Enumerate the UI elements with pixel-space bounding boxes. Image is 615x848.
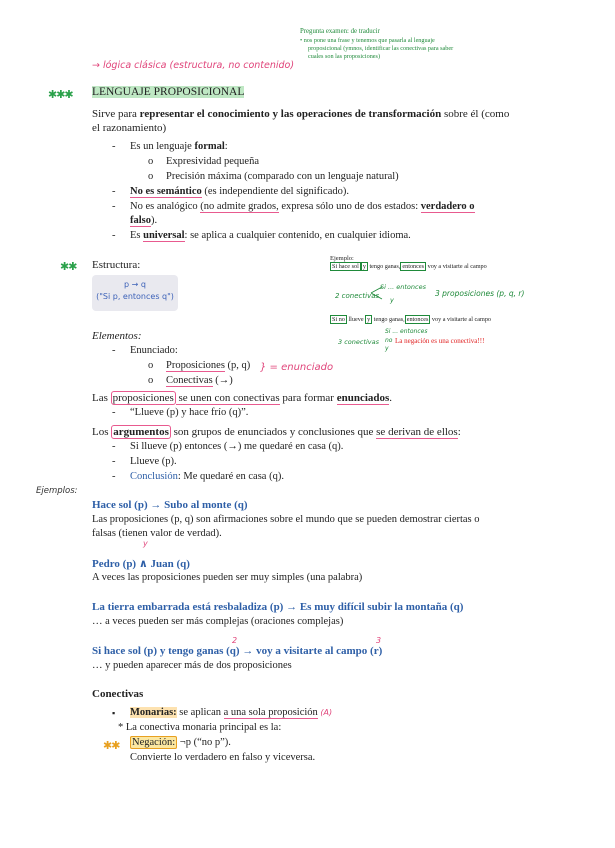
example-line2 xyxy=(330,316,491,323)
example-conectivas: 2 conectivas xyxy=(335,292,380,300)
list1-item4-pre: Es xyxy=(130,230,144,241)
example-line1-b: y xyxy=(362,263,366,270)
page-title xyxy=(92,86,244,98)
dash: - xyxy=(112,186,116,197)
example-no: no xyxy=(385,337,393,344)
monarias-mark: a una sola proposición xyxy=(223,707,318,718)
intro-bold: representar el conocimiento y las operaciones de transformación xyxy=(139,108,442,120)
list1-item1-post: : xyxy=(224,141,228,152)
ex2-heading: Pedro (p) ∧ Juan (q) xyxy=(92,558,190,570)
enunciado-sub2-post: (→) xyxy=(212,375,233,386)
list1-item3-post: expresa sólo uno de dos estados: xyxy=(278,201,421,212)
dash: - xyxy=(112,407,116,418)
ex4-line1: … y pueden aparecer más de dos proposiciones xyxy=(92,660,292,671)
args-line xyxy=(92,426,461,438)
example-si-entonces2: Si ... entonces xyxy=(385,328,428,335)
example-line1-a: Si hace sol xyxy=(332,263,359,270)
star-marks-icon: ✱✱ xyxy=(60,260,77,273)
example-conectivas3: 3 conectivas xyxy=(338,338,380,346)
props-line-mid: se unen con conectivas xyxy=(175,392,280,404)
dash: - xyxy=(112,230,116,241)
list1-sub1: Expresividad pequeña xyxy=(166,156,260,167)
args-item2: Llueve (p). xyxy=(130,456,177,467)
example-props: 3 proposiciones (p, q, r) xyxy=(435,289,525,298)
args-item3 xyxy=(130,471,284,482)
list1-item4-bold: universal xyxy=(143,230,185,241)
list1-item3-bold2: falso xyxy=(130,215,151,226)
example-line1-d: entonces xyxy=(402,263,425,270)
exam-note-title: Pregunta examen: de traducir xyxy=(300,28,380,35)
star-marks-icon: ✱✱ xyxy=(103,739,120,752)
exam-note-line3: cuales son las proposiciones) xyxy=(308,53,380,60)
example-line2-a: Si no xyxy=(332,316,345,323)
intro-line2: el razonamiento) xyxy=(92,122,167,134)
example-line2-d: tengo ganas, xyxy=(372,316,405,323)
enunciado-item: Enunciado: xyxy=(130,345,178,356)
enunciado-sub1 xyxy=(166,360,250,371)
list1-item3-pre: No es analógico xyxy=(130,201,201,212)
example-line2-e: entonces xyxy=(406,316,429,323)
props-line xyxy=(92,392,392,404)
sub-bullet: o xyxy=(148,156,154,167)
enunciado-sub2 xyxy=(166,375,233,386)
formula-line1: p → q xyxy=(124,280,146,289)
ex4-heading: Si hace sol (p) y tengo ganas (q) → voy a visitarte al campo (r) xyxy=(92,645,383,657)
elementos-label: Elementos: xyxy=(92,330,142,342)
ex1-heading: Hace sol (p) → Subo al monte (q) xyxy=(92,499,248,511)
example-line2-b: llueve xyxy=(346,316,364,323)
example-title: Ejemplo: xyxy=(330,255,354,262)
props-line-mark: proposiciones xyxy=(112,392,174,404)
negacion-label: Negación: xyxy=(132,737,176,748)
enunciado-sub2-mark: Conectivas xyxy=(166,375,213,386)
list1-item3-end: ). xyxy=(151,215,158,226)
list1-item3-mark: (no admite grados, xyxy=(200,201,279,212)
list1-item3 xyxy=(130,201,475,212)
list1-sub2: Precisión máxima (comparado con un lenguaje natural) xyxy=(166,171,399,182)
formula-box xyxy=(92,275,178,311)
props-line-bold: enunciados xyxy=(336,392,390,404)
ex1-line2: falsas (tienen valor de verdad). xyxy=(92,528,222,539)
exam-note-line1: • nos pone una frase y tenemos que pasarla al lenguaje xyxy=(300,37,435,44)
dash: - xyxy=(112,456,116,467)
list1-item3-cont xyxy=(130,215,157,226)
example-y: y xyxy=(390,296,394,304)
square-bullet: ▪ xyxy=(112,708,116,718)
enunciado-sub1-mark: Proposiciones xyxy=(166,360,225,371)
quote-line: “Llueve (p) y hace frío (q)”. xyxy=(130,407,249,418)
list1-item4 xyxy=(130,230,411,241)
props-line-mid2: para formar xyxy=(279,392,337,404)
list1-item1 xyxy=(130,141,228,152)
example-line1-c: tengo ganas, xyxy=(367,263,401,270)
list1-item2-bold: No es semántico xyxy=(130,186,202,197)
dash: - xyxy=(112,141,116,152)
example-line1-e: voy a visitarte al campo xyxy=(426,263,487,270)
branch-arrow-icon xyxy=(370,284,384,302)
handwritten-a-mark: (A) xyxy=(320,708,333,717)
list1-item2 xyxy=(130,186,349,197)
handwritten-y: y xyxy=(143,539,148,548)
example-line1 xyxy=(330,263,487,270)
list1-item1-bold: formal xyxy=(194,141,225,152)
example-line2-c: y xyxy=(367,316,371,323)
dash: - xyxy=(112,201,116,212)
formula-line2: ("Si p, entonces q") xyxy=(96,292,174,301)
args-line-bold: argumentos xyxy=(113,426,169,438)
ex3-line1: … a veces pueden ser más complejas (oraciones complejas) xyxy=(92,616,344,627)
handwritten-num2: 2 xyxy=(232,636,238,645)
monarias-line xyxy=(130,707,332,718)
example-y2: y xyxy=(385,345,389,352)
args-line-pre: Los xyxy=(92,426,112,438)
sub-bullet: o xyxy=(148,171,154,182)
star-marks-icon: ✱✱✱ xyxy=(48,88,73,101)
intro-post: sobre él (como xyxy=(441,108,510,120)
sub-bullet: o xyxy=(148,360,154,371)
ex2-line1: A veces las proposiciones pueden ser muy simples (una palabra) xyxy=(92,572,363,583)
props-line-pre: Las xyxy=(92,392,111,404)
args-line-post: son grupos de enunciados y conclusiones que xyxy=(170,426,377,438)
ex1-line1: Las proposiciones (p, q) son afirmaciones sobre el mundo que se pueden demostrar ciertas o xyxy=(92,514,480,525)
dash: - xyxy=(112,441,116,452)
conectivas-heading: Conectivas xyxy=(92,688,144,700)
list1-item2-post: (es independiente del significado). xyxy=(201,186,349,197)
intro-pre: Sirve para xyxy=(92,108,140,120)
estructura-label: Estructura: xyxy=(92,259,141,271)
example-line2-f: voy a visitarte al campo xyxy=(430,316,492,323)
monarias-bold: Monarias: xyxy=(130,707,177,718)
handwritten-ejemplos: Ejemplos: xyxy=(36,486,78,496)
intro-line1 xyxy=(92,108,509,120)
args-line-mark: se derivan de ellos xyxy=(376,426,458,438)
example-si-entonces: Si ... entonces xyxy=(380,283,426,291)
example-negacion: La negación es una conectiva!!! xyxy=(395,337,485,345)
list1-item1-pre: Es un lenguaje xyxy=(130,141,195,152)
principal-line: * La conectiva monaria principal es la: xyxy=(118,722,282,733)
dash: - xyxy=(112,471,116,482)
args-item1: Si llueve (p) entonces (→) me quedaré en casa (q). xyxy=(130,441,344,452)
handwritten-enunciado: } = enunciado xyxy=(260,362,334,373)
list1-item4-post: : se aplica a cualquier contenido, en cualquier idioma. xyxy=(184,230,411,241)
enunciado-sub1-post: (p, q) xyxy=(224,360,251,371)
dash: - xyxy=(112,345,116,356)
negacion-post: ¬p (“no p”). xyxy=(177,737,231,748)
args-line-end: : xyxy=(457,426,461,438)
ex3-heading: La tierra embarrada está resbaladiza (p) → Es muy difícil subir la montaña (q) xyxy=(92,601,464,613)
exam-note-line2: proposicional (ymnos, identificar las conectivas para saber xyxy=(308,45,454,52)
list1-item3-bold: verdadero o xyxy=(420,201,475,212)
props-line-end: . xyxy=(389,392,393,404)
handwritten-num3: 3 xyxy=(376,636,382,645)
page-title-text: LENGUAJE PROPOSICIONAL xyxy=(92,86,245,98)
args-item3-label: Conclusión xyxy=(130,471,178,482)
negacion-line xyxy=(130,737,231,748)
handwritten-logica-clasica: → lógica clásica (estructura, no contenido) xyxy=(92,60,295,71)
sub-bullet: o xyxy=(148,375,154,386)
monarias-pre: se aplican xyxy=(176,707,224,718)
convierte-line: Convierte lo verdadero en falso y viceversa. xyxy=(130,752,316,763)
args-item3-post: : Me quedaré en casa (q). xyxy=(177,471,284,482)
